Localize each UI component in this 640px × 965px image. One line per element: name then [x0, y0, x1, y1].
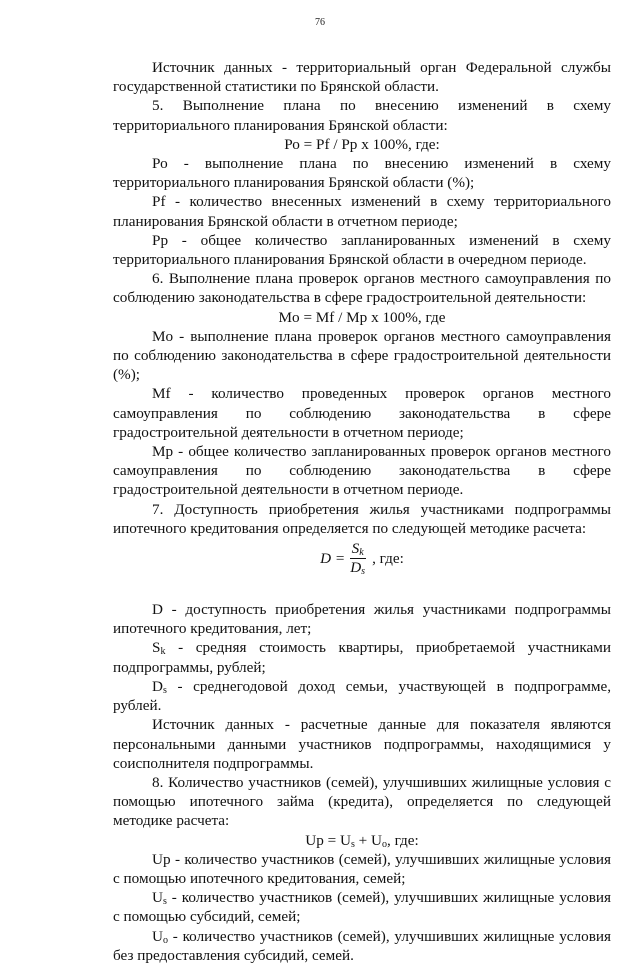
paragraph-ds-def: $D_s$ - среднегодовой доход семьи, участвующей в подпрограмме, рублей.: [113, 677, 611, 715]
page-number: 76: [315, 17, 325, 28]
formula-mo: Mo = Mf / Mp х 100%, где: [278, 308, 446, 326]
paragraph-d-def: D - доступность приобретения жилья участниками подпрограммы ипотечного кредитования, лет;: [113, 601, 611, 638]
paragraph-po-def: Ро - выполнение плана по внесению изменений в схему территориального планирования Брянской области (%);: [113, 155, 611, 192]
document-body: [113, 58, 611, 965]
paragraph-mp-def: Mp - общее количество запланированных проверок органов местного самоуправления по соблюдению законодательства в сфере градостроительной деятельности в отчетном периоде.: [113, 443, 611, 499]
paragraph-item-7: 7. Доступность приобретения жилья участниками подпрограммы ипотечного кредитования определяется по следующей методике расчета:: [113, 500, 611, 537]
formula-po: Ро = Pf / Pp х 100%, где:: [284, 135, 440, 153]
paragraph-up-def: Up - количество участников (семей), улучшивших жилищные условия с помощью ипотечного кредитования, семей;: [113, 850, 611, 887]
paragraph-mo-def: Mo - выполнение плана проверок органов местного самоуправления по соблюдению законодательства в сфере градостроительной деятельности (%);: [113, 327, 611, 384]
paragraph-sk-def: $S_k$ - средняя стоимость квартиры, приобретаемой участниками подпрограммы, рублей;: [113, 639, 611, 676]
paragraph-us-def: $U_s$ - количество участников (семей), улучшивших жилищные условия с помощью субсидий, семей;: [113, 889, 611, 926]
paragraph-pp-def: Pp - общее количество запланированных изменений в схему территориального планирования Брянской области в очередном периоде.: [113, 231, 611, 269]
formula-d-fraction: [348, 540, 367, 577]
paragraph-mf-def: Mf - количество проведенных проверок органов местного самоуправления по соблюдению законодательства в сфере градостроительной деятельности в отчетном периоде;: [113, 385, 611, 441]
paragraph-uo-def: $U_o$ - количество участников (семей), улучшивших жилищные условия без предоставления субсидий, семей.: [113, 927, 611, 964]
formula-d-where: , где:: [372, 549, 404, 567]
paragraph-source-2: Источник данных - расчетные данные для показателя являются персональными данными участников подпрограммы, находящимися у соисполнителя подпрограммы.: [113, 716, 611, 772]
paragraph-item-8: 8. Количество участников (семей), улучшивших жилищные условия с помощью ипотечного займа (кредита), определяется по следующей методике расчета:: [113, 773, 611, 830]
formula-up: $Up = U_s + U_o$, где:: [305, 831, 419, 850]
formula-d-denominator: $D_s$: [350, 559, 366, 578]
paragraph-pf-def: Pf - количество внесенных изменений в схему территориального планирования Брянской области в отчетном периоде;: [113, 193, 611, 230]
formula-d-numerator: $S_k$: [351, 540, 364, 559]
paragraph-item-5: 5. Выполнение плана по внесению изменений в схему территориального планирования Брянской области:: [113, 97, 611, 134]
paragraph-source-1: Источник данных - территориальный орган Федеральной службы государственной статистики по Брянской области.: [113, 59, 611, 96]
formula-d-lhs: D =: [320, 549, 346, 567]
formula-d: [113, 540, 611, 584]
paragraph-item-6: 6. Выполнение плана проверок органов местного самоуправления по соблюдению законодательства в сфере градостроительной деятельности:: [113, 270, 611, 307]
